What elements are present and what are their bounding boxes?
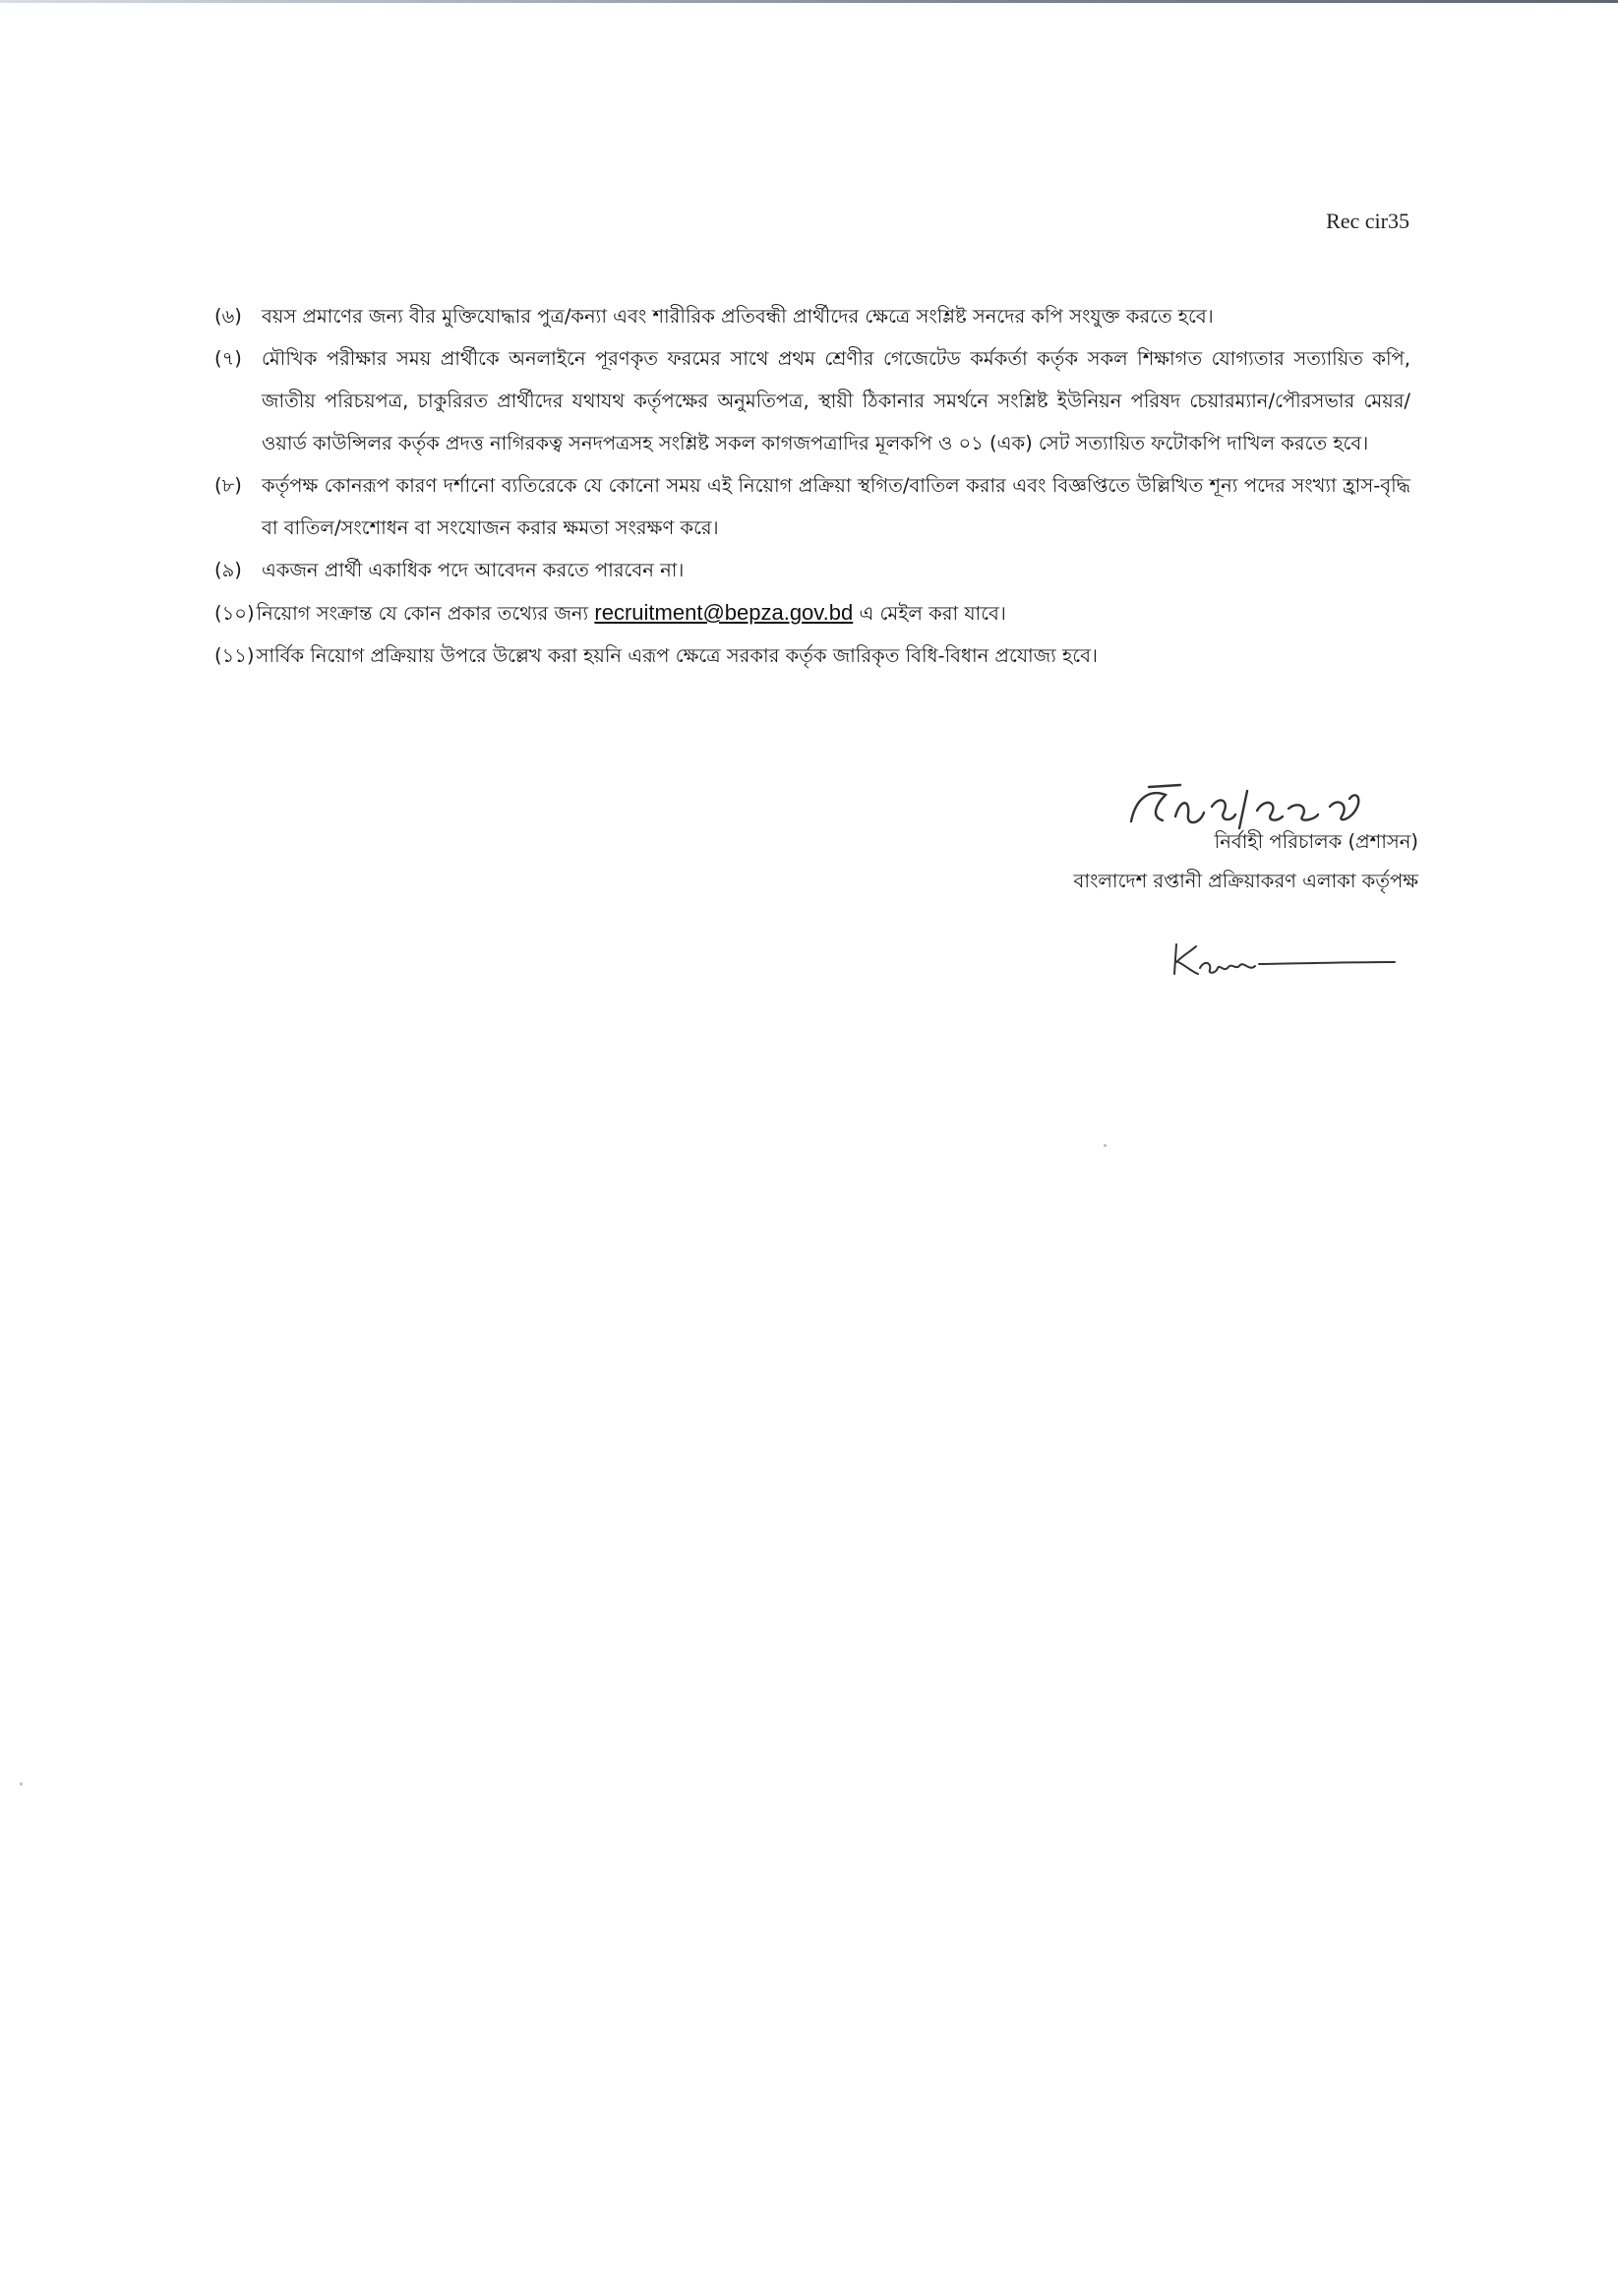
top-edge-rule	[0, 0, 1618, 3]
condition-number: (৯)	[214, 559, 242, 581]
condition-text-before-email: নিয়োগ সংক্রান্ত যে কোন প্রকার তথ্যের জন্য	[256, 602, 589, 625]
conditions-list	[214, 295, 1410, 677]
signatory-organization: বাংলাদেশ রপ্তানী প্রক্রিয়াকরণ এলাকা কর্তৃপক্ষ	[1073, 870, 1418, 892]
condition-9	[214, 549, 1410, 591]
condition-text: মৌখিক পরীক্ষার সময় প্রার্থীকে অনলাইনে পূরণকৃত ফরমের সাথে প্রথম শ্রেণীর গেজেটেড কর্মকর্তা কর্তৃক সকল শিক্ষাগত যোগ্যতার সত্যায়িত কপি, জাতীয় পরিচয়পত্র, চাকুরিরত প্রার্থীদের যথাযথ কর্তৃপক্ষের অনুমতিপত্র, স্থায়ী ঠিকানার সমর্থনে সংশ্লিষ্ট ইউনিয়ন পরিষদ চেয়ারম্যান/পৌরসভার মেয়র/ওয়ার্ড কাউন্সিলর কর্তৃক প্রদত্ত নাগিরকত্ব সনদপত্রসহ সংশ্লিষ্ট সকল কাগজপত্রাদির মূলকপি ও ০১ (এক) সেট সত্যায়িত ফটোকপি দাখিল করতে হবে।	[262, 347, 1410, 454]
condition-number: (৮)	[214, 474, 242, 497]
signatory-block	[1074, 822, 1419, 901]
condition-number: (৭)	[214, 347, 242, 370]
condition-text: কর্তৃপক্ষ কোনরূপ কারণ দর্শানো ব্যতিরেকে যে কোনো সময় এই নিয়োগ প্রক্রিয়া স্থগিত/বাতিল করার এবং বিজ্ঞপ্তিতে উল্লিখিত শূন্য পদের সংখ্যা হ্রাস-বৃদ্ধি বা বাতিল/সংশোধন বা সংযোজন করার ক্ষমতা সংরক্ষণ করে।	[262, 474, 1410, 539]
condition-6	[214, 295, 1410, 337]
reference-code: Rec cir35	[1326, 209, 1409, 233]
condition-text: একজন প্রার্থী একাধিক পদে আবেদন করতে পারবেন না।	[262, 559, 685, 581]
condition-text: সার্বিক নিয়োগ প্রক্রিয়ায় উপরে উল্লেখ করা হয়নি এরূপ ক্ষেত্রে সরকার কর্তৃক জারিকৃত বিধি-বিধান প্রযোজ্য হবে।	[256, 644, 1098, 667]
condition-11	[214, 634, 1410, 677]
scan-speck	[20, 1782, 23, 1785]
condition-number: (১১)	[214, 644, 255, 667]
condition-text-after-email: এ মেইল করা যাবে।	[859, 602, 1006, 625]
condition-number: (৬)	[214, 305, 242, 328]
condition-8	[214, 464, 1410, 549]
condition-text: বয়স প্রমাণের জন্য বীর মুক্তিযোদ্ধার পুত্র/কন্যা এবং শারীরিক প্রতিবন্ধী প্রার্থীদের ক্ষেত্রে সংশ্লিষ্ট সনদের কপি সংযুক্ত করতে হবে।	[262, 305, 1214, 328]
condition-10	[214, 591, 1410, 634]
handwritten-initials	[1170, 935, 1407, 984]
scan-speck	[1104, 1144, 1107, 1147]
condition-7	[214, 337, 1410, 464]
recruitment-email-link[interactable]: recruitment@bepza.gov.bd	[594, 600, 854, 625]
condition-number: (১০)	[214, 602, 255, 625]
signatory-title: নির্বাহী পরিচালক (প্রশাসন)	[1214, 830, 1418, 853]
